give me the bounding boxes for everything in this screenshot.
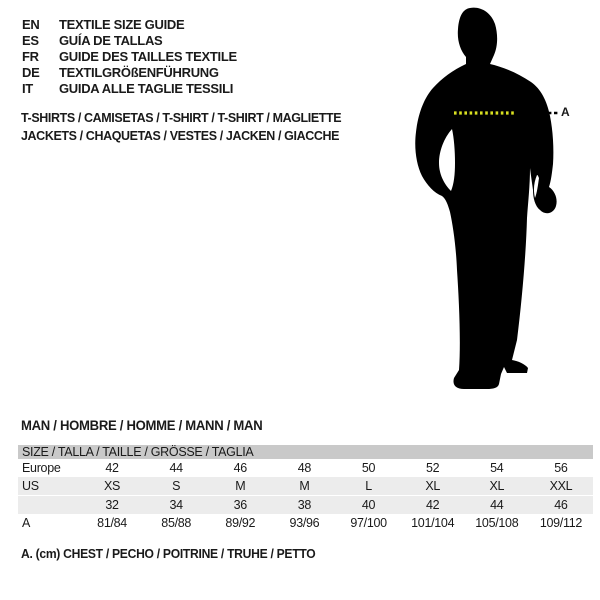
size-cell: 105/108 xyxy=(475,516,519,530)
size-cell: XL xyxy=(425,479,441,493)
size-cell: XXL xyxy=(549,479,573,493)
man-silhouette xyxy=(415,8,556,389)
size-cell: 101/104 xyxy=(411,516,455,530)
size-cell: 44 xyxy=(169,461,183,475)
language-code: DE xyxy=(22,65,40,80)
size-cell: 109/112 xyxy=(539,516,583,530)
size-cell: 46 xyxy=(529,496,593,515)
size-cell: 44 xyxy=(465,496,529,515)
size-cell: 89/92 xyxy=(225,516,256,530)
size-table xyxy=(18,445,593,532)
size-cell: 34 xyxy=(144,496,208,515)
size-cell: 54 xyxy=(490,461,504,475)
table-row-us xyxy=(18,477,593,496)
size-cell: 32 xyxy=(80,496,144,515)
size-cell: 40 xyxy=(337,496,401,515)
row-label xyxy=(18,496,80,515)
measure-label-a: A xyxy=(561,105,570,119)
size-cell: S xyxy=(172,479,181,493)
size-cell: 50 xyxy=(361,461,376,475)
size-table-header: SIZE / TALLA / TAILLE / GRÖSSE / TAGLIA xyxy=(18,445,593,459)
size-cell: M xyxy=(299,479,310,493)
row-label: US xyxy=(22,479,39,493)
size-cell: 52 xyxy=(426,461,440,475)
size-cell: 93/96 xyxy=(289,516,320,530)
size-cell: 48 xyxy=(297,461,312,475)
language-code: EN xyxy=(22,17,40,32)
size-cell: 42 xyxy=(105,461,119,475)
language-label: GUÍA DE TALLAS xyxy=(59,33,163,48)
size-cell: 36 xyxy=(208,496,272,515)
size-cell: M xyxy=(235,479,246,493)
size-cell: 85/88 xyxy=(161,516,192,530)
size-cell: 81/84 xyxy=(97,516,127,530)
language-code: ES xyxy=(22,33,39,48)
size-cell: XS xyxy=(104,479,121,493)
language-label: TEXTILE SIZE GUIDE xyxy=(59,17,185,32)
footnote-chest: A. (cm) CHEST / PECHO / POITRINE / TRUHE / PETTO xyxy=(21,547,316,561)
table-row-numeric xyxy=(18,496,593,515)
category-line-tshirts: T-SHIRTS / CAMISETAS / T-SHIRT / T-SHIRT / MAGLIETTE xyxy=(21,110,342,125)
language-code: FR xyxy=(22,49,39,64)
language-label: TEXTILGRÖßENFÜHRUNG xyxy=(59,65,219,80)
size-cell: L xyxy=(365,479,372,493)
section-title-man: MAN / HOMBRE / HOMME / MANN / MAN xyxy=(21,418,263,433)
size-cell: 97/100 xyxy=(350,516,387,530)
size-cell: 46 xyxy=(233,461,247,475)
size-table-header-row xyxy=(18,445,593,459)
table-row-europe xyxy=(18,459,593,477)
language-label: GUIDE DES TAILLES TEXTILE xyxy=(59,49,237,64)
language-code: IT xyxy=(22,81,33,96)
size-cell: XL xyxy=(489,479,505,493)
size-cell: 38 xyxy=(272,496,336,515)
size-cell: 42 xyxy=(401,496,465,515)
language-label: GUIDA ALLE TAGLIE TESSILI xyxy=(59,81,234,96)
category-line-jackets: JACKETS / CHAQUETAS / VESTES / JACKEN / GIACCHE xyxy=(21,128,340,143)
row-label: Europe xyxy=(22,461,61,475)
row-label: A xyxy=(22,516,31,530)
size-cell: 56 xyxy=(554,461,568,475)
table-row-chest-a xyxy=(18,514,593,532)
